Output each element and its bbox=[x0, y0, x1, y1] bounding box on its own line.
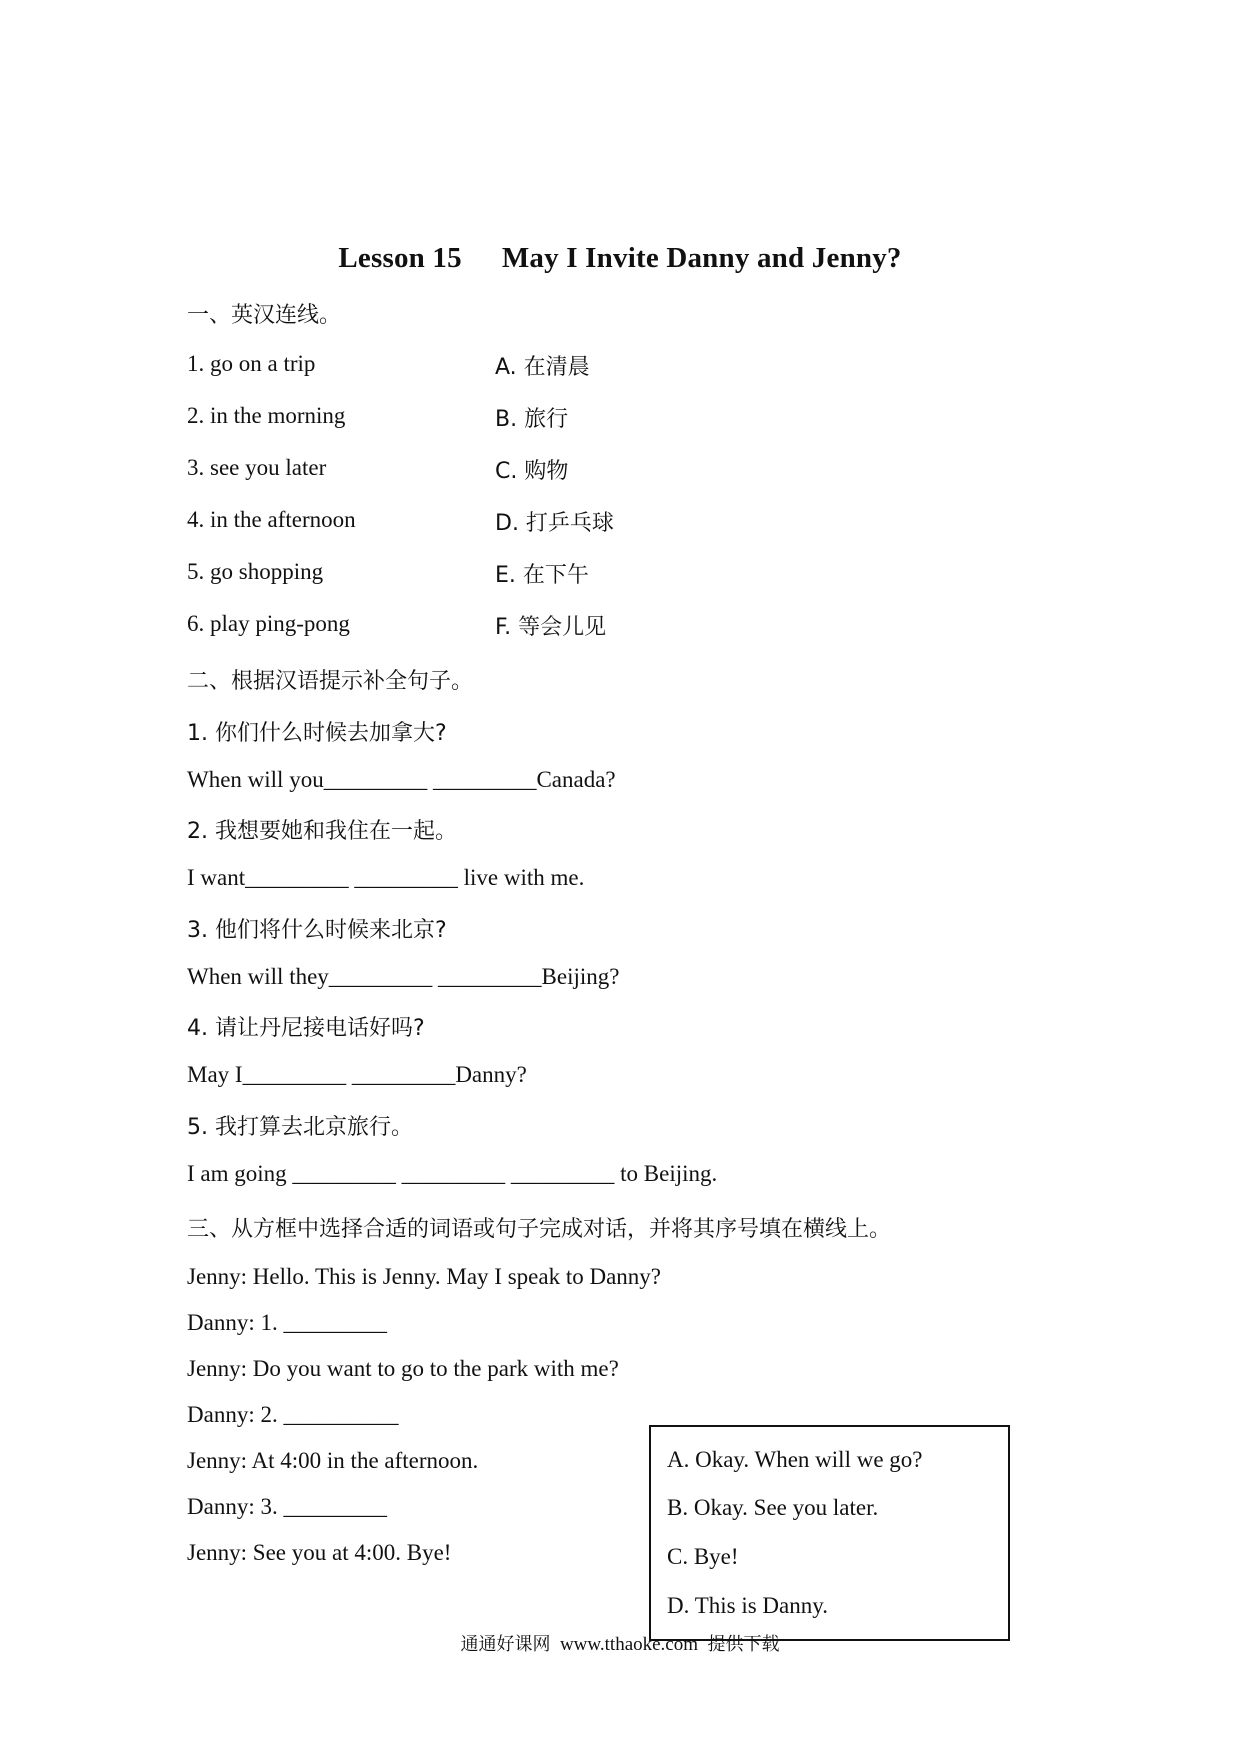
dialogue-line: Jenny: At 4:00 in the afternoon. bbox=[187, 1448, 479, 1473]
match-left-item: 4. in the afternoon bbox=[187, 507, 356, 532]
match-left-item: 5. go shopping bbox=[187, 559, 324, 584]
sentence-prompt: 3. 他们将什么时候来北京? bbox=[187, 918, 447, 943]
section2-heading: 二、根据汉语提示补全句子。 bbox=[187, 669, 474, 694]
sentence-prompt: 4. 请让丹尼接电话好吗? bbox=[187, 1016, 425, 1041]
dialogue-line: Danny: 2. __________ bbox=[187, 1402, 399, 1427]
sentence-prompt: 1. 你们什么时候去加拿大? bbox=[187, 721, 447, 746]
sentence-blank: When will they_________ _________Beijing? bbox=[187, 964, 620, 989]
match-left-item: 1. go on a trip bbox=[187, 351, 316, 376]
match-right-item: B. 旅行 bbox=[495, 407, 569, 432]
page-title bbox=[0, 242, 1240, 275]
dialogue-line: Jenny: Do you want to go to the park with me? bbox=[187, 1356, 619, 1381]
option-item: C. Bye! bbox=[667, 1544, 739, 1569]
option-item: B. Okay. See you later. bbox=[667, 1495, 879, 1520]
dialogue-line: Jenny: See you at 4:00. Bye! bbox=[187, 1540, 452, 1565]
options-box bbox=[649, 1425, 1010, 1641]
match-left-item: 6. play ping-pong bbox=[187, 611, 350, 636]
sentence-prompt: 5. 我打算去北京旅行。 bbox=[187, 1115, 413, 1140]
footer-site-name: 通通好课网 bbox=[460, 1634, 551, 1655]
footer-suffix: 提供下载 bbox=[707, 1634, 780, 1655]
section1-heading: 一、英汉连线。 bbox=[187, 303, 342, 328]
sentence-blank: May I_________ _________Danny? bbox=[187, 1062, 527, 1087]
option-item: D. This is Danny. bbox=[667, 1593, 828, 1618]
match-right-item: F. 等会儿见 bbox=[495, 615, 607, 640]
lesson-name: May I Invite Danny and Jenny? bbox=[501, 242, 902, 274]
match-left-item: 2. in the morning bbox=[187, 403, 346, 428]
footer-url: www.tthaoke.com bbox=[559, 1634, 699, 1655]
match-right-item: D. 打乒乓球 bbox=[495, 511, 614, 536]
option-item: A. Okay. When will we go? bbox=[667, 1447, 923, 1472]
match-left-item: 3. see you later bbox=[187, 455, 327, 480]
lesson-number: Lesson 15 bbox=[338, 242, 462, 274]
sentence-prompt: 2. 我想要她和我住在一起。 bbox=[187, 819, 457, 844]
footer-watermark bbox=[0, 1630, 1240, 1656]
match-right-item: A. 在清晨 bbox=[495, 355, 590, 380]
sentence-blank: When will you_________ _________Canada? bbox=[187, 767, 616, 792]
sentence-blank: I want_________ _________ live with me. bbox=[187, 865, 585, 890]
dialogue-line: Danny: 1. _________ bbox=[187, 1310, 387, 1335]
match-right-item: C. 购物 bbox=[495, 459, 569, 484]
sentence-blank: I am going _________ _________ _________ to Beijing. bbox=[187, 1161, 718, 1186]
dialogue-line: Jenny: Hello. This is Jenny. May I speak to Danny? bbox=[187, 1264, 661, 1289]
match-right-item: E. 在下午 bbox=[495, 563, 589, 588]
section3-heading: 三、从方框中选择合适的词语或句子完成对话，并将其序号填在横线上。 bbox=[187, 1217, 892, 1242]
dialogue-line: Danny: 3. _________ bbox=[187, 1494, 387, 1519]
